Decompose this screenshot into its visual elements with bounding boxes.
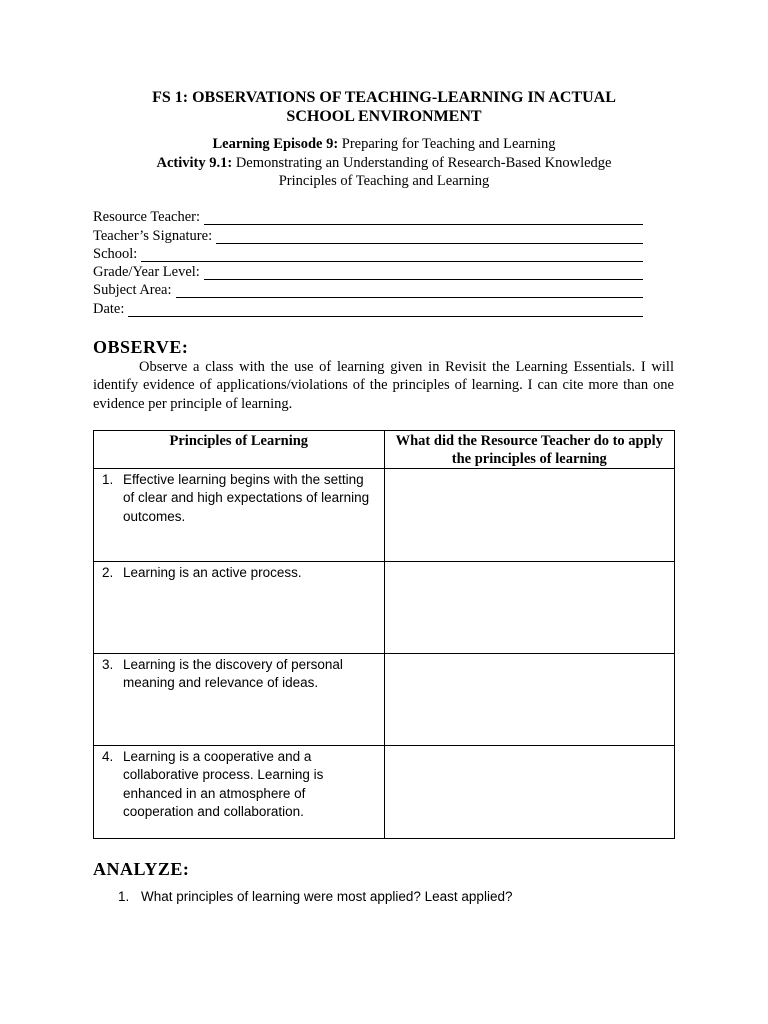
title-line-1: FS 1: OBSERVATIONS OF TEACHING-LEARNING IN ACTUAL (152, 89, 616, 106)
principle-number: 4. (102, 749, 114, 764)
answer-cell[interactable] (384, 746, 674, 839)
field-school[interactable] (93, 245, 643, 263)
field-label: Date: (93, 300, 125, 317)
title-line-2: SCHOOL ENVIRONMENT (286, 108, 482, 125)
field-blank-line[interactable] (204, 210, 643, 225)
principle-number: 3. (102, 657, 114, 672)
episode-text: Preparing for Teaching and Learning (338, 136, 556, 152)
field-blank-line[interactable] (204, 265, 643, 280)
field-resource-teacher[interactable] (93, 208, 643, 226)
activity-label: Activity 9.1: (156, 155, 233, 171)
header-principles: Principles of Learning (94, 431, 385, 469)
field-label: Teacher’s Signature: (93, 227, 213, 244)
episode-label: Learning Episode 9: (212, 136, 339, 152)
principle-text: Learning is a cooperative and a collaborative process. Learning is enhanced in an atmosphere of cooperation and collaboration. (123, 749, 324, 819)
principle-text: Effective learning begins with the setting of clear and high expectations of learning outcomes. (123, 472, 370, 524)
principle-cell (94, 562, 385, 654)
principle-cell (94, 654, 385, 746)
episode-line (0, 135, 768, 153)
observe-heading: OBSERVE: (93, 337, 189, 357)
header-teacher-actions: What did the Resource Teacher do to apply the principles of learning (384, 431, 674, 469)
question-text: What principles of learning were most applied? Least applied? (141, 889, 513, 904)
field-blank-line[interactable] (128, 302, 643, 317)
field-label: School: (93, 245, 138, 262)
table-row (94, 562, 675, 654)
field-teacher-signature[interactable] (93, 226, 643, 244)
principle-number: 1. (102, 472, 114, 487)
analyze-heading: ANALYZE: (93, 859, 190, 879)
field-grade-year-level[interactable] (93, 263, 643, 281)
principle-text: Learning is the discovery of personal meaning and relevance of ideas. (123, 657, 343, 691)
activity-line (0, 154, 768, 172)
activity-line-2: Principles of Teaching and Learning (278, 173, 490, 189)
field-label: Subject Area: (93, 282, 172, 299)
field-blank-line[interactable] (216, 229, 643, 244)
answer-cell[interactable] (384, 654, 674, 746)
table-row (94, 469, 675, 562)
activity-text: Demonstrating an Understanding of Research-Based Knowledge (232, 155, 612, 171)
field-subject-area[interactable] (93, 281, 643, 299)
question-number: 1. (118, 889, 130, 904)
field-blank-line[interactable] (176, 283, 643, 298)
analyze-questions (118, 889, 512, 904)
table-row (94, 746, 675, 839)
list-item (118, 889, 512, 904)
field-date[interactable] (93, 299, 643, 317)
principle-cell (94, 746, 385, 839)
principle-number: 2. (102, 565, 114, 580)
answer-cell[interactable] (384, 562, 674, 654)
principles-table (93, 430, 675, 839)
principle-cell (94, 469, 385, 562)
table-row (94, 654, 675, 746)
answer-cell[interactable] (384, 469, 674, 562)
info-fields (93, 208, 643, 318)
field-blank-line[interactable] (141, 247, 643, 262)
field-label: Resource Teacher: (93, 209, 201, 226)
table-header-row (94, 431, 675, 469)
principle-text: Learning is an active process. (123, 565, 302, 580)
field-label: Grade/Year Level: (93, 264, 200, 281)
document-title (0, 88, 768, 126)
observe-instructions: Observe a class with the use of learning given in Revisit the Learning Essentials. I will identify evidence of applications/violations of the principles of learning. I can cite more than one evidence per principle of learning. (93, 359, 674, 412)
